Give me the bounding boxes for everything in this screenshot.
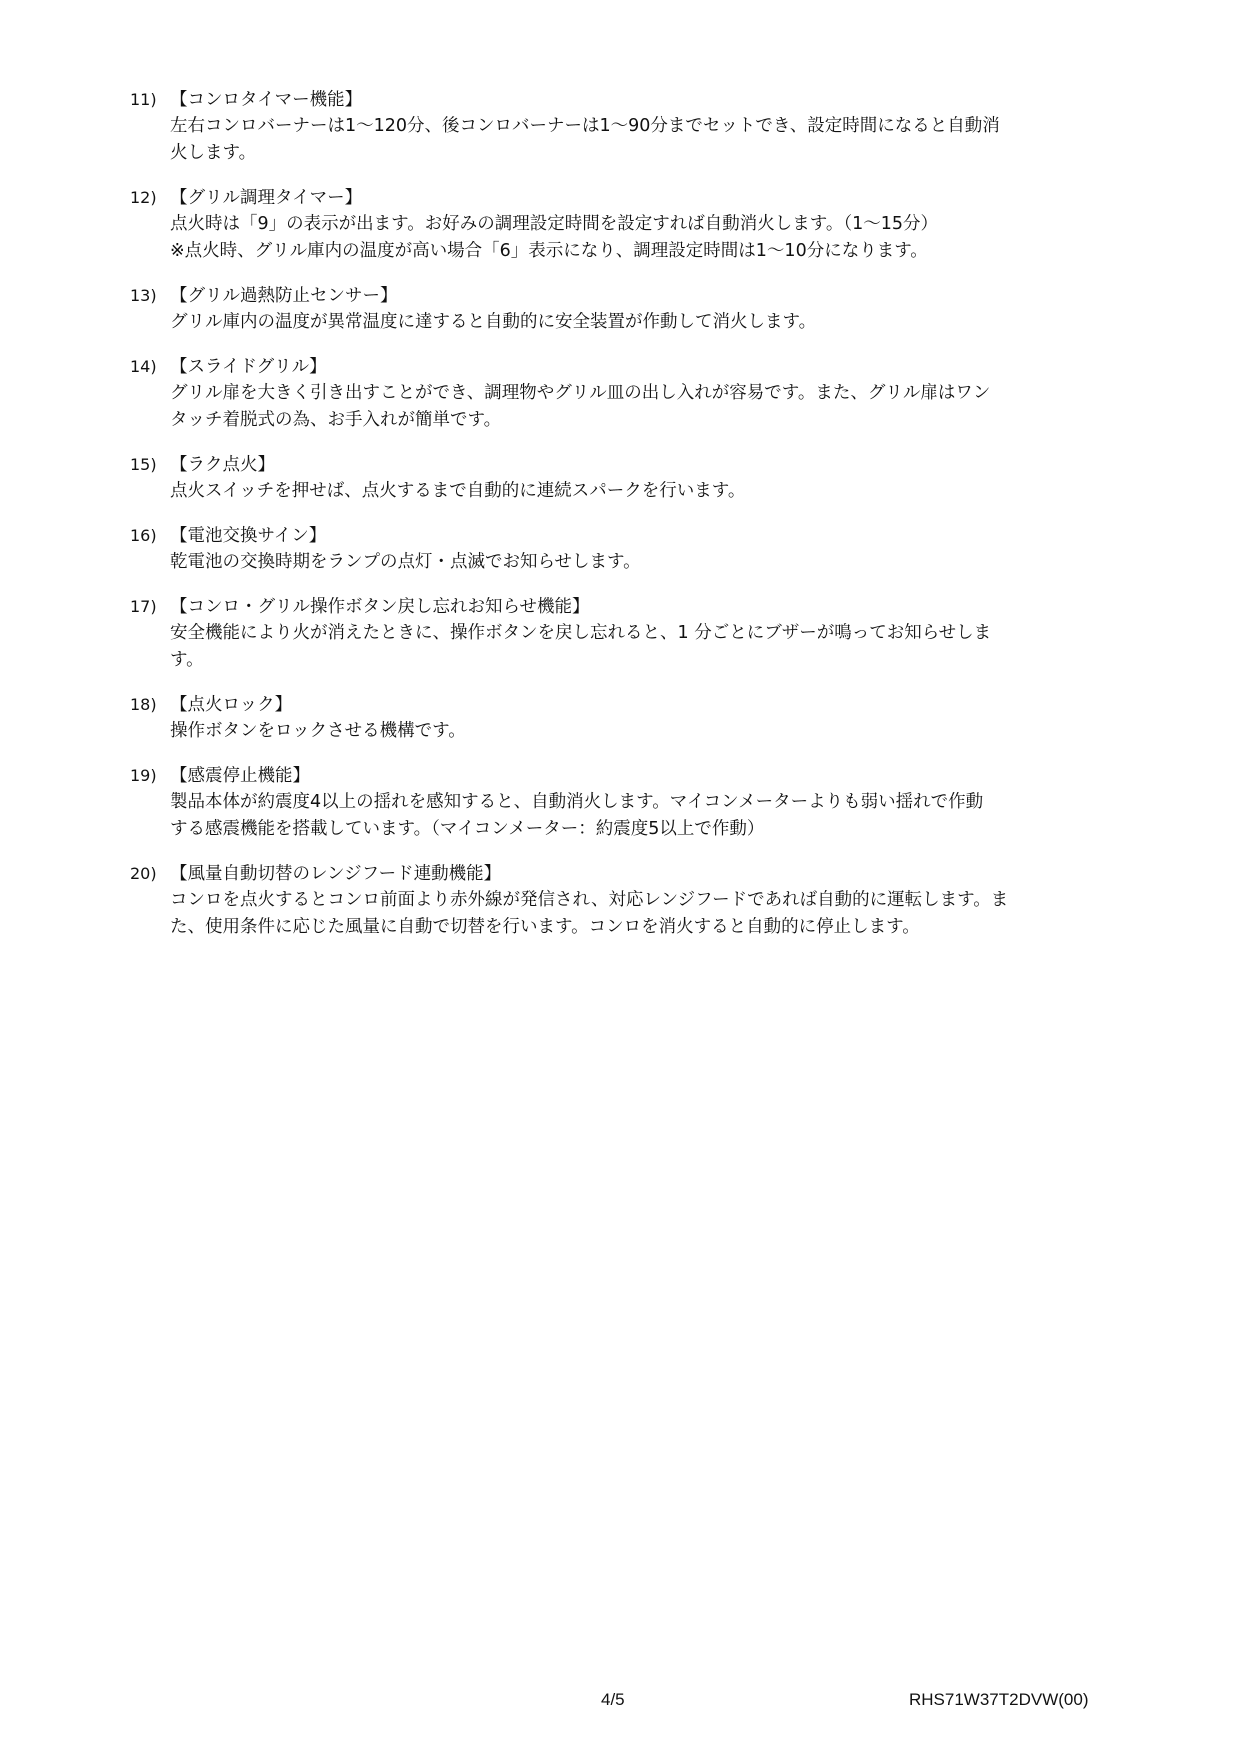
- page-number: 4/5: [601, 1690, 625, 1709]
- feature-description-line: 点火時は「9」の表示が出ます。お好みの調理設定時間を設定すれば自動消火します。（1～15分）: [170, 214, 938, 234]
- feature-item: [130, 593, 1190, 674]
- feature-description-line: ※点火時、グリル庫内の温度が高い場合「6」表示になり、調理設定時間は1～10分になります。: [170, 241, 928, 261]
- feature-item: [130, 184, 1190, 265]
- feature-header: [130, 522, 1190, 549]
- feature-number: 18): [130, 695, 157, 714]
- feature-title: 【スライドグリル】: [170, 357, 327, 377]
- feature-description-line: グリル庫内の温度が異常温度に達すると自動的に安全装置が作動して消火します。: [170, 312, 817, 332]
- model-number: RHS71W37T2DVW(00): [909, 1690, 1089, 1709]
- feature-list: [130, 86, 1190, 958]
- feature-number: 13): [130, 286, 157, 305]
- feature-description-line: コンロを点火するとコンロ前面より赤外線が発信され、対応レンジフードであれば自動的に運転します。ま: [170, 890, 1009, 910]
- feature-description-line: 製品本体が約震度4以上の揺れを感知すると、自動消火します。マイコンメーターよりも弱い揺れで作動: [170, 792, 984, 812]
- feature-title: 【コンロ・グリル操作ボタン戻し忘れお知らせ機能】: [170, 597, 590, 617]
- feature-header: [130, 86, 1190, 113]
- feature-title: 【グリル過熱防止センサー】: [170, 286, 398, 306]
- feature-header: [130, 860, 1190, 887]
- feature-item: [130, 691, 1190, 745]
- feature-number: 15): [130, 455, 157, 474]
- feature-header: [130, 593, 1190, 620]
- feature-description-line: する感震機能を搭載しています。（マイコンメーター：約震度5以上で作動）: [170, 819, 765, 839]
- feature-number: 16): [130, 526, 157, 545]
- feature-title: 【電池交換サイン】: [170, 526, 327, 546]
- feature-description-line: 左右コンロバーナーは1～120分、後コンロバーナーは1～90分までセットでき、設定時間になると自動消: [170, 116, 1000, 136]
- feature-header: [130, 282, 1190, 309]
- feature-title: 【点火ロック】: [170, 695, 293, 715]
- feature-item: [130, 860, 1190, 941]
- feature-number: 19): [130, 766, 157, 785]
- feature-title: 【ラク点火】: [170, 455, 275, 475]
- feature-header: [130, 762, 1190, 789]
- feature-item: [130, 451, 1190, 505]
- feature-item: [130, 522, 1190, 576]
- feature-title: 【グリル調理タイマー】: [170, 188, 363, 208]
- feature-item: [130, 762, 1190, 843]
- feature-description-line: 点火スイッチを押せば、点火するまで自動的に連続スパークを行います。: [170, 481, 746, 501]
- feature-title: 【コンロタイマー機能】: [170, 90, 363, 110]
- feature-description-line: 安全機能により火が消えたときに、操作ボタンを戻し忘れると、1 分ごとにブザーが鳴ってお知らせしま: [170, 623, 992, 643]
- feature-description-line: グリル扉を大きく引き出すことができ、調理物やグリル皿の出し入れが容易です。また、グリル扉はワン: [170, 383, 991, 403]
- feature-item: [130, 86, 1190, 167]
- feature-number: 17): [130, 597, 157, 616]
- feature-number: 20): [130, 864, 157, 883]
- feature-description-line: 操作ボタンをロックさせる機構です。: [170, 721, 466, 741]
- feature-title: 【風量自動切替のレンジフード連動機能】: [170, 864, 502, 884]
- feature-number: 14): [130, 357, 157, 376]
- feature-number: 12): [130, 188, 157, 207]
- feature-item: [130, 353, 1190, 434]
- feature-description-line: す。: [170, 650, 204, 670]
- feature-description-line: た、使用条件に応じた風量に自動で切替を行います。コンロを消火すると自動的に停止します。: [170, 917, 920, 937]
- feature-header: [130, 691, 1190, 718]
- feature-header: [130, 353, 1190, 380]
- feature-number: 11): [130, 90, 157, 109]
- feature-description-line: 火します。: [170, 143, 257, 163]
- feature-description-line: 乾電池の交換時期をランプの点灯・点滅でお知らせします。: [170, 552, 641, 572]
- feature-description-line: タッチ着脱式の為、お手入れが簡単です。: [170, 410, 502, 430]
- feature-header: [130, 451, 1190, 478]
- feature-header: [130, 184, 1190, 211]
- feature-title: 【感震停止機能】: [170, 766, 310, 786]
- feature-item: [130, 282, 1190, 336]
